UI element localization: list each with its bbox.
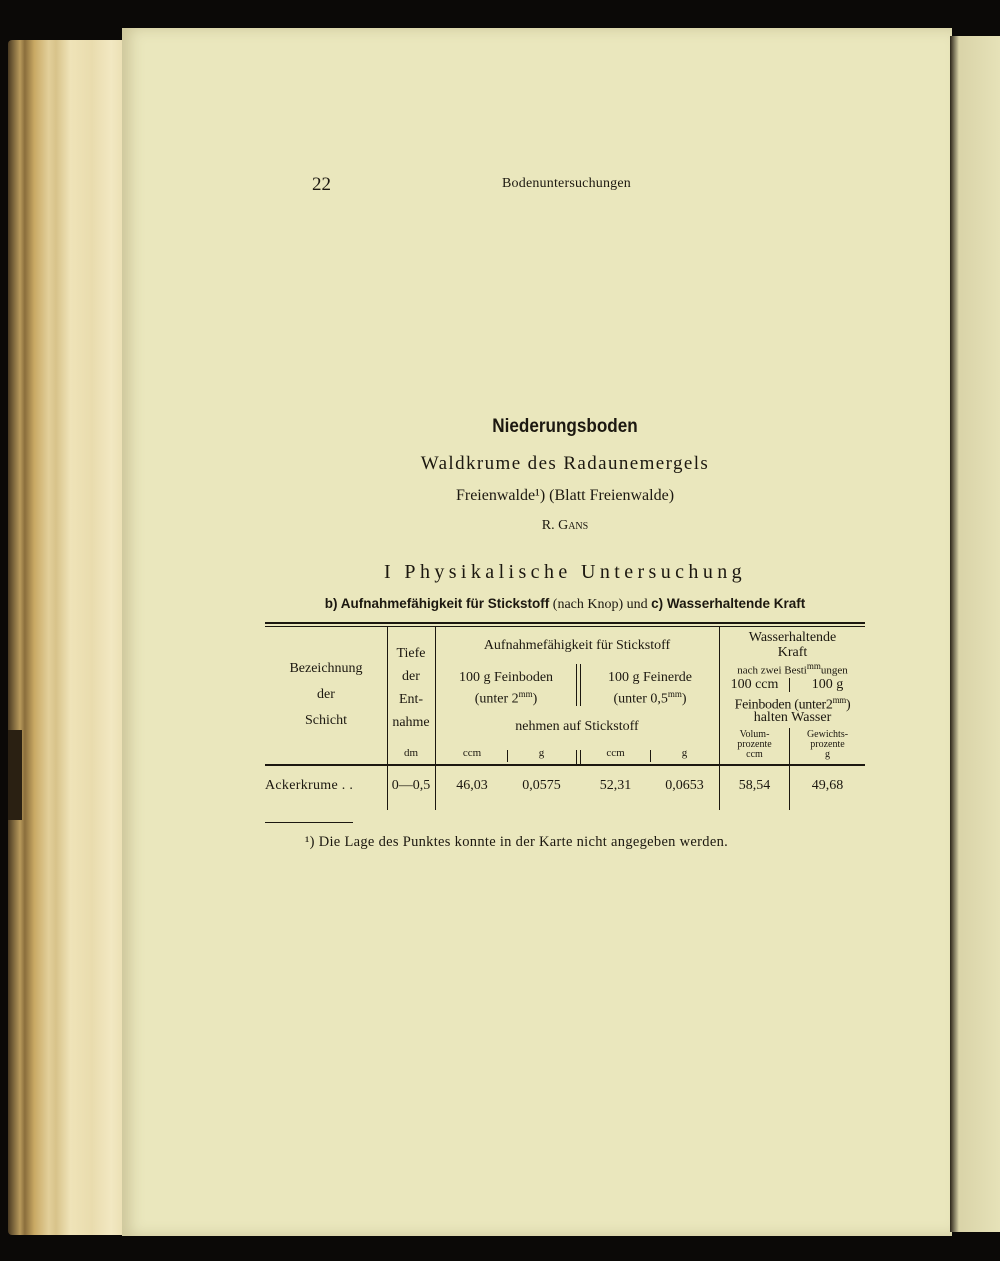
n-sub1: 100 g Feinboden (unter $2^{mm}$): [458, 670, 554, 707]
row-w-vol: 58,54: [738, 778, 771, 793]
n-take: nehmen auf Stickstoff: [515, 719, 639, 734]
row-n-feinerde-ccm: 52,31: [599, 778, 632, 793]
col-divider-n1-unit: [576, 750, 577, 764]
row-n-feinerde-g: 0,0653: [665, 778, 704, 793]
w-gew-header: Gewichts- prozente g: [806, 729, 849, 760]
n-sub2: 100 g Feinerde (unter $0,5^{mm}$): [608, 670, 692, 707]
col-divider-n1: [576, 664, 577, 706]
caption-b: b) Aufnahmefähigkeit für Stickstoff: [324, 596, 550, 611]
n-group-header: Aufnahmefähigkeit für Stickstoff: [483, 638, 671, 653]
table-caption: [265, 596, 865, 613]
part-title: I Physikalische Untersuchung: [383, 561, 747, 583]
w-feinboden: Feinboden $(unter2^{mm})$: [734, 695, 851, 713]
header-layer: Bezeichnung der Schicht: [289, 661, 363, 728]
w-100ccm: 100 ccm: [730, 677, 779, 692]
unit-g-1: g: [538, 747, 545, 759]
depth-unit: dm: [403, 747, 419, 759]
section-author: R. Gans: [541, 518, 589, 533]
section-title: Niederungsboden: [492, 416, 638, 437]
data-table: [265, 622, 865, 812]
w-note: nach zwei Besti$^{mm}$ungen: [737, 661, 848, 677]
header-bottom-rule: [265, 764, 865, 766]
row-w-gew: 49,68: [811, 778, 844, 793]
unit-ccm-1: ccm: [462, 747, 482, 759]
unit-g-2: g: [681, 747, 688, 759]
footnote-rule: [265, 822, 353, 823]
w-halten: halten Wasser: [753, 710, 832, 725]
w-vol-header: Volum- prozente ccm: [737, 729, 772, 760]
book-edge-left: [8, 40, 128, 1235]
w-group-header: Wasserhaltende Kraft: [748, 630, 837, 660]
table-top-rule-thin: [265, 626, 865, 627]
caption-c: c) Wasserhaltende Kraft: [651, 596, 806, 611]
row-layer: Ackerkrume . .: [265, 778, 354, 793]
next-page-edge: [950, 36, 1000, 1232]
row-depth: 0—0,5: [391, 778, 431, 793]
table-top-rule: [265, 622, 865, 624]
unit-ccm-2: ccm: [606, 747, 625, 759]
w-100g: 100 g: [811, 677, 844, 692]
footnote: ¹) Die Lage des Punktes konnte in der Karte nicht angegeben werden.: [305, 834, 729, 850]
row-n-feinboden-g: 0,0575: [522, 778, 561, 793]
row-n-feinboden-ccm: 46,03: [456, 778, 488, 793]
caption-mid: (nach Knop) und: [549, 597, 652, 612]
page-number: 22: [312, 174, 331, 195]
header-depth: Tiefe der Ent- nahme: [392, 646, 430, 731]
section-location: Freienwalde¹) (Blatt Freienwalde): [455, 487, 675, 504]
section-subtitle: Waldkrume des Radaunemergels: [420, 453, 710, 474]
running-title: Bodenuntersuchungen: [502, 176, 631, 191]
